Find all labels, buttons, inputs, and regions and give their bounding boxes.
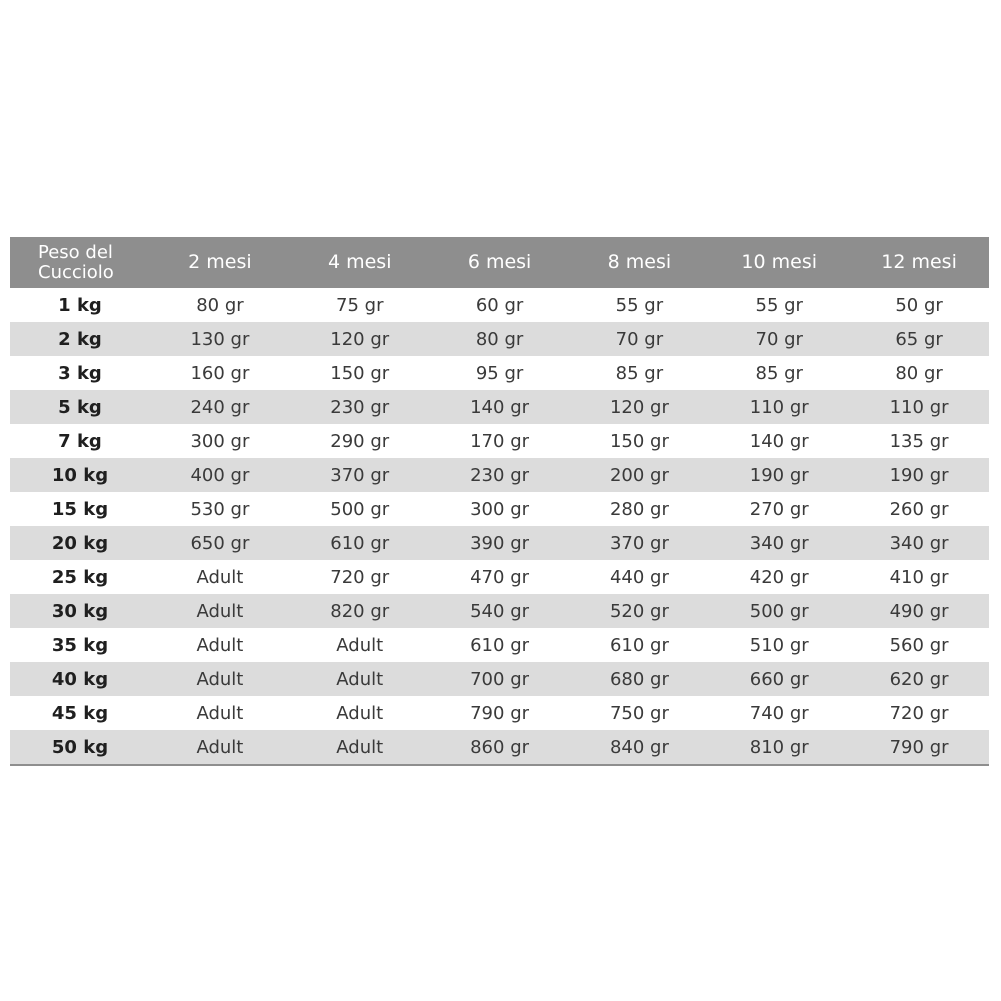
value-cell: 300 gr xyxy=(470,498,530,520)
value-cell: 280 gr xyxy=(609,498,669,520)
value-cell: Adult xyxy=(336,702,384,724)
table-header xyxy=(10,237,989,288)
value-cell: 510 gr xyxy=(749,634,809,656)
value-cell: 750 gr xyxy=(609,702,669,724)
value-cell: Adult xyxy=(336,634,384,656)
table-row xyxy=(10,356,989,390)
value-cell: 240 gr xyxy=(150,390,290,424)
value-cell: 520 gr xyxy=(569,594,709,628)
table-row xyxy=(10,390,989,424)
weight-cell: 45 kg xyxy=(51,702,109,724)
value-cell: 820 gr xyxy=(290,594,430,628)
value-cell: Adult xyxy=(150,730,290,765)
value-cell: 75 gr xyxy=(336,294,384,316)
column-header: 2 mesi xyxy=(150,237,290,288)
weight-cell: 20 kg xyxy=(10,526,150,560)
value-cell: 410 gr xyxy=(889,566,949,588)
value-cell: 610 gr xyxy=(609,634,669,656)
value-cell: Adult xyxy=(290,662,430,696)
value-cell: 620 gr xyxy=(849,662,989,696)
value-cell: 440 gr xyxy=(609,566,669,588)
value-cell: Adult xyxy=(196,634,244,656)
table-row xyxy=(10,696,989,730)
corner-header xyxy=(10,237,150,288)
value-cell: 80 gr xyxy=(895,362,943,384)
weight-cell: 30 kg xyxy=(10,594,150,628)
value-cell: 610 gr xyxy=(470,634,530,656)
value-cell: 500 gr xyxy=(709,594,849,628)
weight-cell: 35 kg xyxy=(51,634,109,656)
value-cell: 500 gr xyxy=(330,498,390,520)
table-row xyxy=(10,662,989,696)
value-cell: 170 gr xyxy=(470,430,530,452)
table-row xyxy=(10,730,989,765)
header-row xyxy=(10,237,989,288)
value-cell: 860 gr xyxy=(430,730,570,765)
value-cell: 70 gr xyxy=(709,322,849,356)
value-cell: 135 gr xyxy=(889,430,949,452)
value-cell: 700 gr xyxy=(430,662,570,696)
table-row xyxy=(10,560,989,594)
value-cell: 230 gr xyxy=(430,458,570,492)
value-cell: 150 gr xyxy=(330,362,390,384)
value-cell: 810 gr xyxy=(709,730,849,765)
table-row xyxy=(10,424,989,458)
column-header: 12 mesi xyxy=(849,237,989,288)
value-cell: 740 gr xyxy=(749,702,809,724)
value-cell: 390 gr xyxy=(430,526,570,560)
value-cell: 530 gr xyxy=(190,498,250,520)
value-cell: 85 gr xyxy=(755,362,803,384)
table-row xyxy=(10,458,989,492)
column-header: 4 mesi xyxy=(290,237,430,288)
feeding-table xyxy=(10,237,989,766)
weight-cell: 3 kg xyxy=(58,362,102,384)
value-cell: 370 gr xyxy=(569,526,709,560)
table-body xyxy=(10,288,989,765)
weight-cell: 10 kg xyxy=(10,458,150,492)
table-row xyxy=(10,526,989,560)
value-cell: 560 gr xyxy=(889,634,949,656)
value-cell: 660 gr xyxy=(709,662,849,696)
value-cell: 370 gr xyxy=(290,458,430,492)
value-cell: 340 gr xyxy=(849,526,989,560)
value-cell: 650 gr xyxy=(150,526,290,560)
value-cell: 140 gr xyxy=(430,390,570,424)
value-cell: 65 gr xyxy=(849,322,989,356)
value-cell: 790 gr xyxy=(849,730,989,765)
column-header: 10 mesi xyxy=(709,237,849,288)
value-cell: 540 gr xyxy=(430,594,570,628)
value-cell: 470 gr xyxy=(470,566,530,588)
value-cell: Adult xyxy=(196,702,244,724)
table-row xyxy=(10,492,989,526)
value-cell: 490 gr xyxy=(849,594,989,628)
corner-line-1: Peso del xyxy=(38,241,113,263)
value-cell: 120 gr xyxy=(569,390,709,424)
value-cell: Adult xyxy=(150,594,290,628)
value-cell: Adult xyxy=(150,662,290,696)
weight-cell: 25 kg xyxy=(51,566,109,588)
value-cell: 150 gr xyxy=(609,430,669,452)
value-cell: 290 gr xyxy=(330,430,390,452)
value-cell: Adult xyxy=(196,566,244,588)
value-cell: 720 gr xyxy=(330,566,390,588)
value-cell: 130 gr xyxy=(150,322,290,356)
weight-cell: 40 kg xyxy=(10,662,150,696)
table-row xyxy=(10,628,989,662)
value-cell: 840 gr xyxy=(569,730,709,765)
value-cell: 270 gr xyxy=(749,498,809,520)
weight-cell: 1 kg xyxy=(58,294,102,316)
weight-cell: 7 kg xyxy=(58,430,102,452)
weight-cell: 5 kg xyxy=(10,390,150,424)
value-cell: Adult xyxy=(290,730,430,765)
value-cell: 340 gr xyxy=(709,526,849,560)
value-cell: 50 gr xyxy=(895,294,943,316)
value-cell: 55 gr xyxy=(615,294,664,316)
column-header: 6 mesi xyxy=(430,237,570,288)
value-cell: 260 gr xyxy=(889,498,949,520)
value-cell: 680 gr xyxy=(569,662,709,696)
corner-line-2: Cucciolo xyxy=(38,261,114,283)
value-cell: 790 gr xyxy=(470,702,530,724)
value-cell: 160 gr xyxy=(190,362,250,384)
value-cell: 420 gr xyxy=(749,566,809,588)
value-cell: 110 gr xyxy=(709,390,849,424)
value-cell: 55 gr xyxy=(755,294,803,316)
value-cell: 200 gr xyxy=(569,458,709,492)
value-cell: 720 gr xyxy=(889,702,949,724)
value-cell: 400 gr xyxy=(150,458,290,492)
value-cell: 60 gr xyxy=(475,294,524,316)
weight-cell: 2 kg xyxy=(10,322,150,356)
table-row xyxy=(10,288,989,322)
value-cell: 110 gr xyxy=(849,390,989,424)
weight-cell: 15 kg xyxy=(51,498,109,520)
table-row xyxy=(10,322,989,356)
value-cell: 140 gr xyxy=(749,430,809,452)
value-cell: 120 gr xyxy=(290,322,430,356)
value-cell: 300 gr xyxy=(190,430,250,452)
table-row xyxy=(10,594,989,628)
value-cell: 85 gr xyxy=(615,362,664,384)
value-cell: 95 gr xyxy=(475,362,524,384)
value-cell: 230 gr xyxy=(290,390,430,424)
value-cell: 190 gr xyxy=(849,458,989,492)
value-cell: 190 gr xyxy=(709,458,849,492)
value-cell: 80 gr xyxy=(196,294,244,316)
weight-cell: 50 kg xyxy=(10,730,150,765)
value-cell: 80 gr xyxy=(430,322,570,356)
value-cell: 610 gr xyxy=(290,526,430,560)
value-cell: 70 gr xyxy=(569,322,709,356)
column-header: 8 mesi xyxy=(569,237,709,288)
